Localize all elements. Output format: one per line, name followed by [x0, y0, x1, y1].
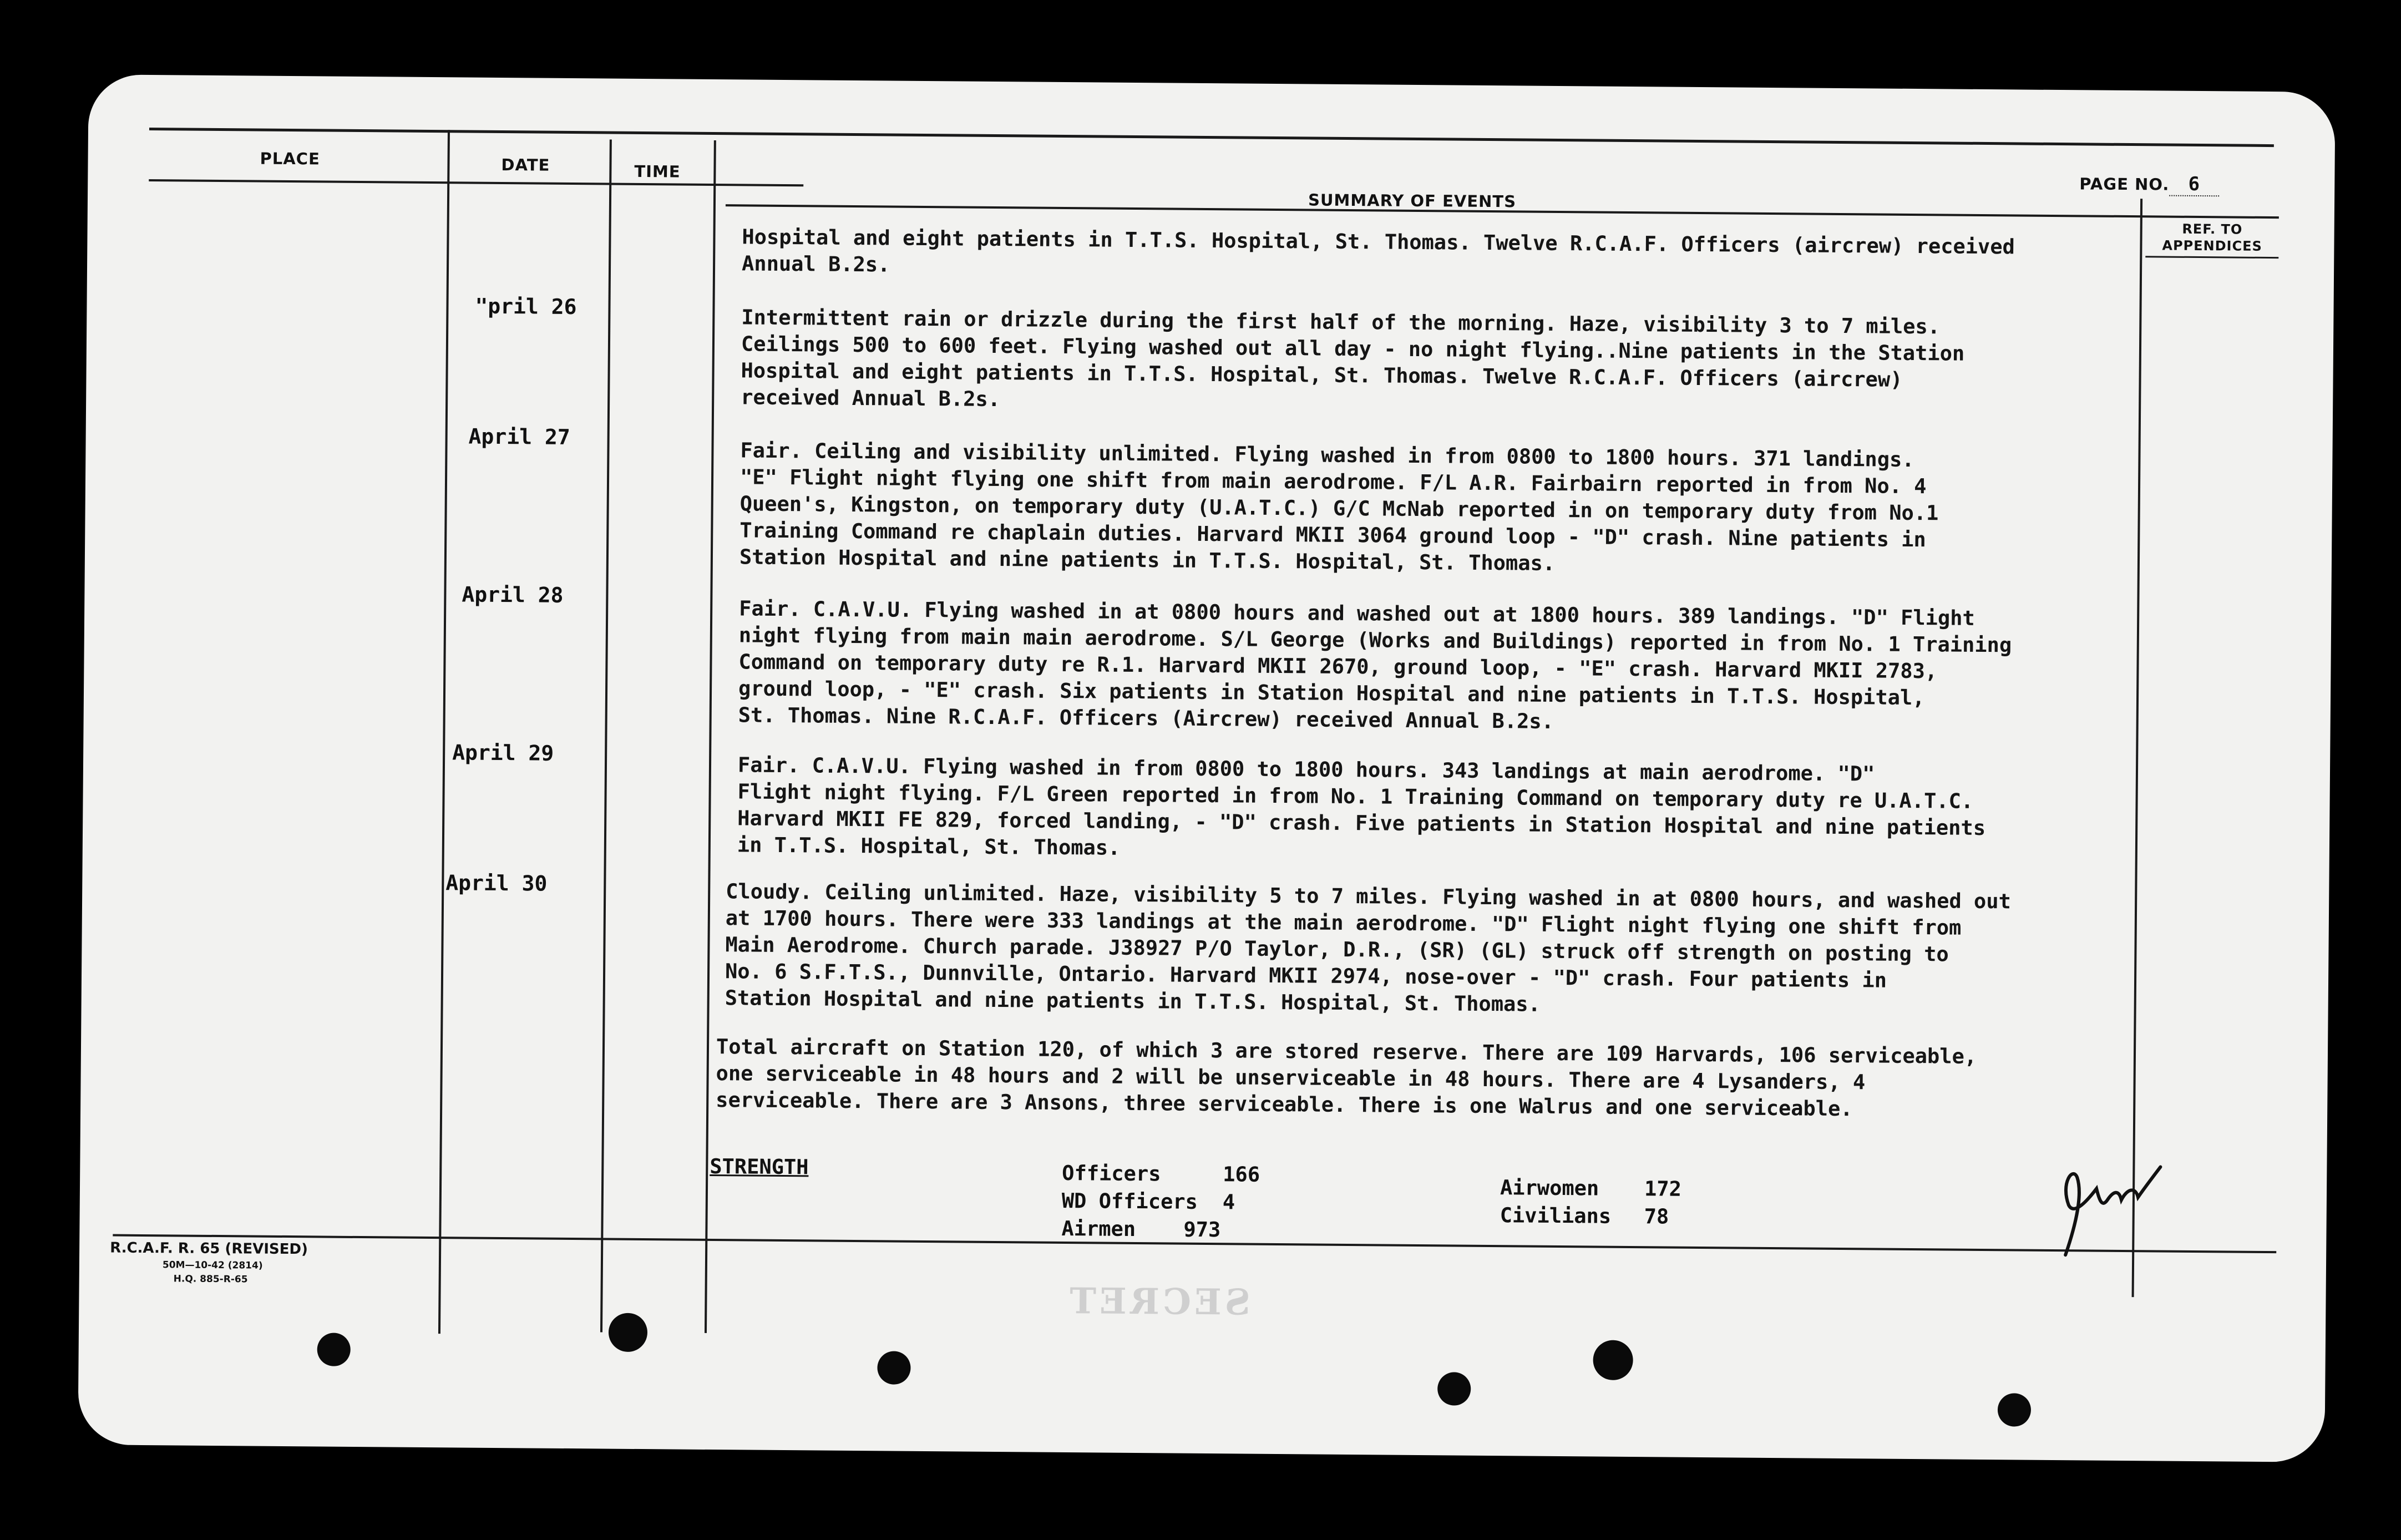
page-label: PAGE NO. — [2079, 174, 2170, 194]
punch-hole — [609, 1313, 648, 1352]
date-column-left-rule — [438, 130, 450, 1334]
form-code: R.C.A.F. R. 65 (REVISED) — [110, 1239, 308, 1258]
page-number: 6 — [2169, 173, 2219, 197]
punch-hole — [877, 1351, 910, 1384]
entry-text: Fair. C.A.V.U. Flying washed in at 0800 hours and washed out at 1800 hours. 389 landings. "D" Flight night flying from main main aerodrome. S/L George (Works and Buildings) reported in from No. 1 Training Command on temporary duty re R.1. Harvard MKII 2670, ground loop, - "E" crash. Harvard MKII 2783, ground loop, - "E" crash. Six patients in Station Hospital and nine patients in T.T.S. Hospital, St. Thomas. Nine R.C.A.F. Officers (Aircrew) received Annual B.2s. — [738, 596, 2012, 733]
strength-label: Civilians — [1500, 1203, 1612, 1228]
strength-label: Airwomen — [1500, 1176, 1599, 1200]
entry-continuation: Hospital and eight patients in T.T.S. Hospital, St. Thomas. Twelve R.C.A.F. Officers (aircrew) received Annual B.2s. — [741, 225, 2015, 277]
top-rule — [149, 128, 2274, 147]
entry-text: Intermittent rain or drizzle during the first half of the morning. Haze, visibility 3 to 7 miles. Ceilings 500 to 600 feet. Flying washed out all day - no night flying..Nine patients in the Station Hospital and eight patients in T.T.S. Hospital, St. Thomas. Twelve R.C.A.F. Officers (aircrew) received Annual B.2s. — [741, 305, 1965, 412]
diary-card — [78, 74, 2335, 1462]
strength-row — [1061, 1217, 1220, 1242]
strength-row — [1062, 1161, 1260, 1187]
form-hq-line: H.Q. 885-R-65 — [173, 1273, 248, 1285]
punch-hole — [317, 1333, 350, 1366]
entry-date: April 29 — [452, 740, 554, 766]
column-header-date: DATE — [501, 155, 550, 175]
form-print-line: 50M—10-42 (2814) — [162, 1259, 263, 1271]
entry-text: Fair. C.A.V.U. Flying washed in from 0800 to 1800 hours. 343 landings at main aerodrome. "D" Flight night flying. F/L Green reported in from No. 1 Training Command on temporary duty re U.A.T.C. Harvard MKII FE 829, forced landing, - "D" crash. Five patients in Station Hospital and nine patients in T.T.S. Hospital, St. Thomas. — [737, 753, 1986, 860]
column-header-time: TIME — [634, 161, 681, 181]
column-header-place: PLACE — [260, 149, 320, 169]
ref-line-1: REF. TO — [2182, 221, 2243, 237]
strength-label: Officers — [1062, 1161, 1161, 1186]
page-number-label — [2079, 172, 2219, 196]
signature-initials — [2043, 1133, 2189, 1267]
entry-date: "pril 26 — [475, 293, 577, 320]
entry-date: April 27 — [468, 424, 570, 449]
punch-hole — [1437, 1372, 1471, 1405]
strength-value: 172 — [1644, 1177, 1682, 1201]
entry-text: Fair. Ceiling and visibility unlimited. Flying washed in from 0800 to 1800 hours. 371 landings. "E" Flight night flying one shift from main aerodrome. F/L A.R. Fairbairn reported in from No. 4 Queen's, Kingston, on temporary duty (U.A.T.C.) G/C McNab reported in on temporary duty from No.1 Training Command re chaplain duties. Harvard MKII 3064 ground loop - "D" crash. Nine patients in Station Hospital and nine patients in T.T.S. Hospital, St. Thomas. — [739, 438, 1939, 575]
strength-value: 973 — [1183, 1217, 1221, 1242]
ref-line-2: APPENDICES — [2162, 237, 2262, 254]
punch-hole — [1998, 1393, 2031, 1426]
column-header-summary: SUMMARY OF EVENTS — [1308, 190, 1517, 211]
strength-label: WD Officers — [1061, 1188, 1198, 1214]
strength-row — [1500, 1203, 1669, 1228]
entry-date: April 28 — [462, 582, 564, 607]
strength-row — [1500, 1176, 1681, 1201]
aircraft-summary: Total aircraft on Station 120, of which 3 are stored reserve. There are 109 Harvards, 106 serviceable, one serviceable in 48 hours and 2 will be unserviceable in 48 hours. There are 4 Lysanders, 4 serviceable. There are 3 Ansons, three serviceable. There is one Walrus and one serviceable. — [716, 1035, 1977, 1121]
header-rule-left — [149, 179, 803, 186]
strength-label: Airmen — [1061, 1216, 1136, 1242]
strength-value: 166 — [1223, 1162, 1260, 1187]
punch-hole — [1593, 1340, 1633, 1381]
strength-value: 4 — [1222, 1190, 1235, 1214]
strength-value: 78 — [1644, 1204, 1669, 1229]
bleed-through-watermark: SECRET — [1066, 1280, 1251, 1324]
strength-row — [1062, 1189, 1235, 1214]
entry-date: April 30 — [445, 870, 548, 896]
entry-text: Cloudy. Ceiling unlimited. Haze, visibility 5 to 7 miles. Flying washed in at 0800 hours, and washed out at 1700 hours. There were 333 landings at the main aerodrome. "D" Flight night flying one shift from Main Aerodrome. Church parade. J38927 P/O Taylor, D.R., (SR) (GL) struck off strength on posting to No. 6 S.F.T.S., Dunnville, Ontario. Harvard MKII 2974, nose-over - "D" crash. Four patients in Station Hospital and nine patients in T.T.S. Hospital, St. Thomas. — [725, 879, 2012, 1016]
strength-heading: STRENGTH — [710, 1154, 809, 1179]
